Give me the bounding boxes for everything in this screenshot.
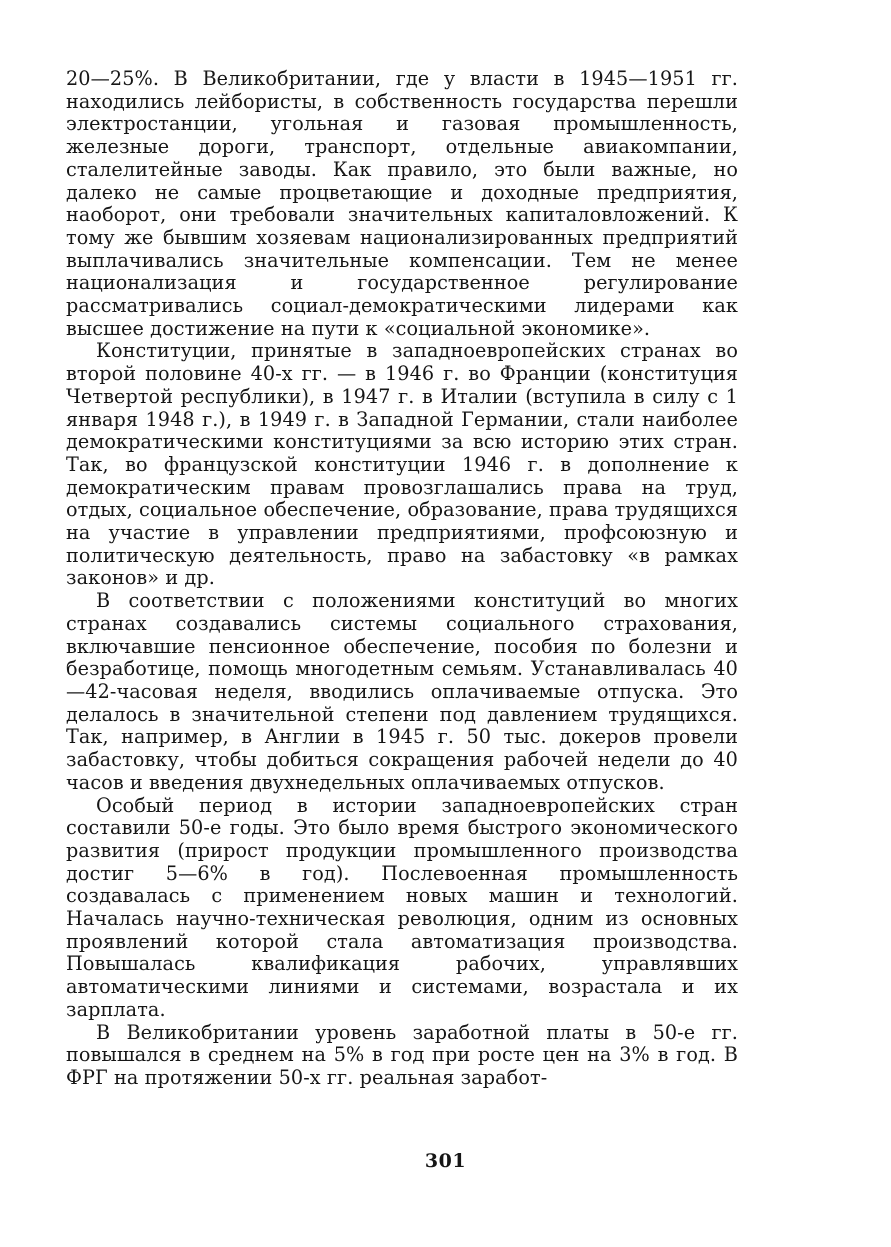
- paragraph-social-insurance: В соответствии с положениями конституций во многих странах создавались системы социального страхования, включавшие пенсионное обеспечение, пособия по болезни и безработице, помощь многодетным семьям. Устанавливалась 40—42-часовая неделя, вводились оплачиваемые отпуска. Это делалось в значительной степени под давлением трудящихся. Так, например, в Англии в 1945 г. 50 тыс. докеров провели забастовку, чтобы добиться сокращения рабочей недели до 40 часов и введения двухнедельных оплачиваемых отпусков.: [66, 589, 738, 794]
- paragraph-fifties: Особый период в истории западноевропейских стран составили 50-е годы. Это было время быстрого экономического развития (прирост продукции промышленного производства достиг 5—6% в год). Послевоенная промышленность создавалась с применением новых машин и технологий. Началась научно-техническая революция, одним из основных проявлений которой стала автоматизация производства. Повышалась квалификация рабочих, управлявших автоматическими линиями и системами, возрастала и их зарплата.: [66, 793, 738, 1021]
- paragraph-nationalization: 20—25%. В Великобритании, где у власти в 1945—1951 гг. находились лейбористы, в собственность государства перешли электростанции, угольная и газовая промышленность, железные дороги, транспорт, отдельные авиакомпании, сталелитейные заводы. Как правило, это были важные, но далеко не самые процветающие и доходные предприятия, наоборот, они требовали значительных капиталовложений. К тому же бывшим хозяевам национализированных предприятий выплачивались значительные компенсации. Тем не менее национализация и государственное регулирование рассматривались социал-демократическими лидерами как высшее достижение на пути к «социальной экономике».: [66, 67, 738, 340]
- paragraph-constitutions: Конституции, принятые в западноевропейских странах во второй половине 40-х гг. — в 1946 г. во Франции (конституция Четвертой республики), в 1947 г. в Италии (вступила в силу с 1 января 1948 г.), в 1949 г. в Западной Германии, стали наиболее демократическими конституциями за всю историю этих стран. Так, во французской конституции 1946 г. в дополнение к демократическим правам провозглашались права на труд, отдых, социальное обеспечение, образование, права трудящихся на участие в управлении предприятиями, профсоюзную и политическую деятельность, право на забастовку «в рамках законов» и др.: [66, 339, 738, 590]
- page-text: [66, 68, 738, 1090]
- page-number: 301: [424, 1150, 467, 1172]
- paragraph-wages: В Великобритании уровень заработной платы в 50-е гг. повышался в среднем на 5% в год при росте цен на 3% в год. В ФРГ на протяжении 50-х гг. реальная заработ-: [66, 1020, 738, 1089]
